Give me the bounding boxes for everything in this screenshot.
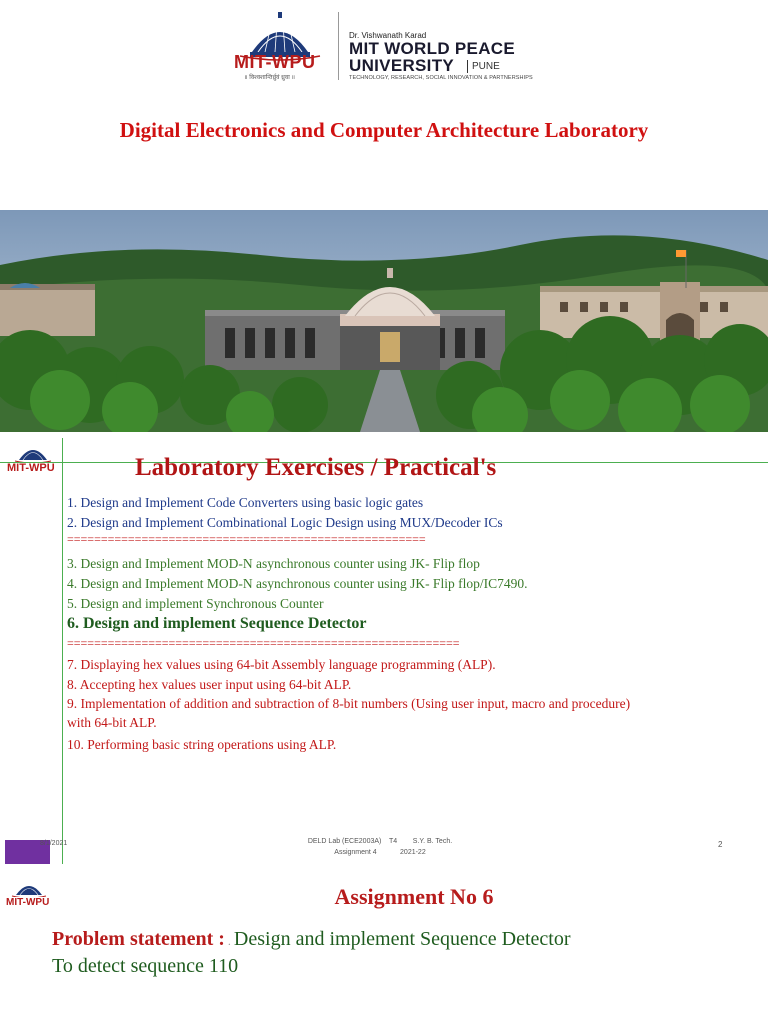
assignment-title: Assignment No 6 bbox=[334, 884, 494, 909]
separator: ===================================================== bbox=[67, 532, 426, 546]
exercise-item: 1. Design and Implement Code Converters using basic logic gates bbox=[67, 495, 424, 510]
footer-assignment-line: Assignment 4 2021-22 bbox=[334, 849, 426, 856]
exercise-item: 10. Performing basic string operations using ALP. bbox=[67, 737, 337, 752]
exercise-item: 2. Design and Implement Combinational Logic Design using MUX/Decoder ICs bbox=[67, 515, 503, 530]
exercise-item: 7. Displaying hex values using 64-bit Assembly language programming (ALP). bbox=[67, 657, 496, 672]
pune-divider bbox=[467, 60, 468, 73]
separator: ========================================================== bbox=[67, 636, 460, 650]
detect-sequence-text: To detect sequence 110 bbox=[52, 955, 239, 977]
exercise-item: 4. Design and Implement MOD-N asynchronous counter using JK- Flip flop/IC7490. bbox=[67, 576, 528, 591]
page-title: Digital Electronics and Computer Architecture Laboratory bbox=[119, 118, 649, 142]
uni-line2: UNIVERSITY bbox=[349, 56, 455, 75]
exercise-item-highlight: 6. Design and implement Sequence Detector bbox=[67, 615, 367, 632]
slide-logo-text: MIT-WPU bbox=[7, 462, 55, 474]
footer-date: 8/1/2021 bbox=[40, 840, 68, 847]
problem-text: Design and implement Sequence Detector bbox=[233, 928, 571, 950]
university-logo bbox=[230, 12, 545, 82]
campus-photo bbox=[0, 210, 768, 432]
footer-course-line: DELD Lab (ECE2003A) T4 S.Y. B. Tech. bbox=[307, 838, 453, 845]
uni-line1: MIT WORLD PEACE bbox=[349, 39, 515, 58]
uni-city: PUNE bbox=[472, 61, 500, 72]
exercise-item: 8. Accepting hex values user input using 64-bit ALP. bbox=[67, 677, 352, 692]
problem-label: Problem statement : bbox=[52, 928, 225, 950]
slide-logo-text: MIT-WPU bbox=[6, 897, 50, 908]
exercise-item: 5. Design and implement Synchronous Counter bbox=[67, 596, 324, 611]
logo-divider bbox=[338, 12, 339, 80]
footer-course bbox=[270, 836, 490, 858]
logo-tagline: ॥ विश्वशान्तिर्ध्रुवं ध्रुवा ॥ bbox=[244, 75, 296, 81]
slide-title: Laboratory Exercises / Practical's bbox=[135, 454, 497, 481]
exercise-item-continued: with 64-bit ALP. bbox=[67, 715, 157, 730]
problem-statement bbox=[52, 928, 570, 951]
logo-text: MIT-WPU bbox=[234, 52, 316, 72]
exercise-item: 9. Implementation of addition and subtraction of 8-bit numbers (Using user input, macro and procedure) bbox=[67, 696, 631, 711]
uni-founder: Dr. Vishwanath Karad bbox=[349, 31, 427, 40]
exercise-item: 3. Design and Implement MOD-N asynchronous counter using JK- Flip flop bbox=[67, 556, 480, 571]
slide-vertical-rule bbox=[62, 438, 63, 864]
uni-tagline: TECHNOLOGY, RESEARCH, SOCIAL INNOVATION & PARTNERSHIPS bbox=[349, 75, 533, 81]
slide-logo bbox=[5, 440, 61, 482]
dome-emblem-icon bbox=[13, 440, 53, 462]
footer-page-number: 2 bbox=[718, 840, 723, 849]
problem-dots: . bbox=[224, 934, 234, 948]
